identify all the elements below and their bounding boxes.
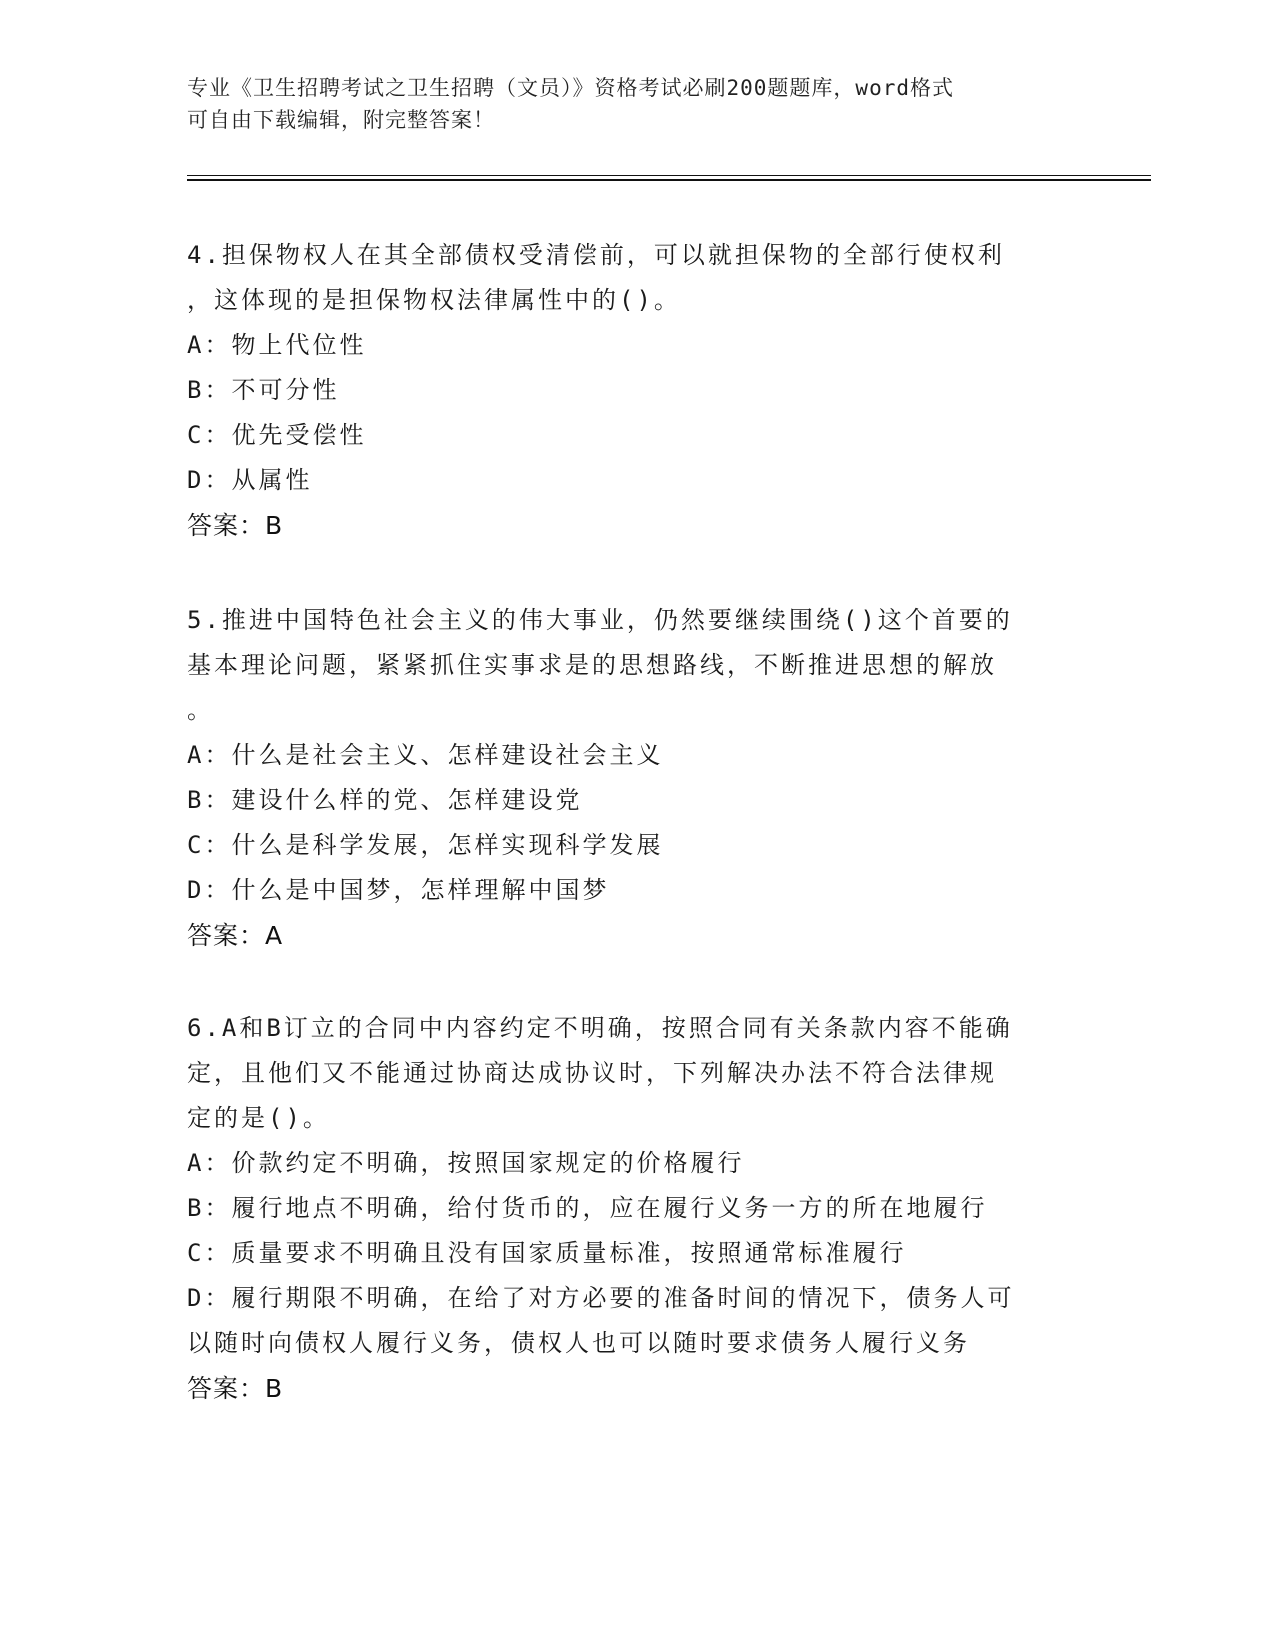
option-d: D：从属性 [187,466,313,494]
question-stem-line: 4.担保物权人在其全部债权受清偿前，可以就担保物的全部行使权利 [187,241,1005,269]
document-header [187,72,1067,136]
option-b: B：建设什么样的党、怎样建设党 [187,786,583,814]
question-block [187,1006,1087,1411]
option-a: A：什么是社会主义、怎样建设社会主义 [187,741,664,769]
option-c: C：优先受偿性 [187,421,367,449]
option-b: B：履行地点不明确，给付货币的，应在履行义务一方的所在地履行 [187,1194,988,1222]
option-b: B：不可分性 [187,376,340,404]
answer-line: 答案：A [187,921,284,950]
option-c: C：什么是科学发展，怎样实现科学发展 [187,831,664,859]
question-stem-line: 5.推进中国特色社会主义的伟大事业，仍然要继续围绕()这个首要的 [187,606,1013,634]
question-stem-line: ，这体现的是担保物权法律属性中的()。 [187,286,681,314]
question-stem-line: 6.A和B订立的合同中内容约定不明确，按照合同有关条款内容不能确 [187,1014,1013,1042]
header-title-line-1: 专业《卫生招聘考试之卫生招聘（文员）》资格考试必刷200题题库，word格式 [187,76,954,100]
option-d: D：什么是中国梦，怎样理解中国梦 [187,876,610,904]
question-block [187,233,1087,548]
answer-line: 答案：B [187,1374,284,1403]
header-divider-thin [187,175,1151,176]
option-a: A：物上代位性 [187,331,367,359]
header-divider-thick [187,179,1151,181]
question-stem-line: 基本理论问题，紧紧抓住实事求是的思想路线，不断推进思想的解放 [187,651,997,679]
answer-line: 答案：B [187,511,284,540]
question-stem-line: 定，且他们又不能通过协商达成协议时，下列解决办法不符合法律规 [187,1059,997,1087]
question-stem-line: 。 [187,696,214,724]
option-d-continued: 以随时向债权人履行义务，债权人也可以随时要求债务人履行义务 [187,1329,970,1357]
question-block [187,598,1087,958]
header-title-line-2: 可自由下载编辑，附完整答案！ [187,108,495,132]
question-stem-line: 定的是()。 [187,1104,330,1132]
option-a: A：价款约定不明确，按照国家规定的价格履行 [187,1149,745,1177]
option-c: C：质量要求不明确且没有国家质量标准，按照通常标准履行 [187,1239,907,1267]
option-d: D：履行期限不明确，在给了对方必要的准备时间的情况下，债务人可 [187,1284,1015,1312]
